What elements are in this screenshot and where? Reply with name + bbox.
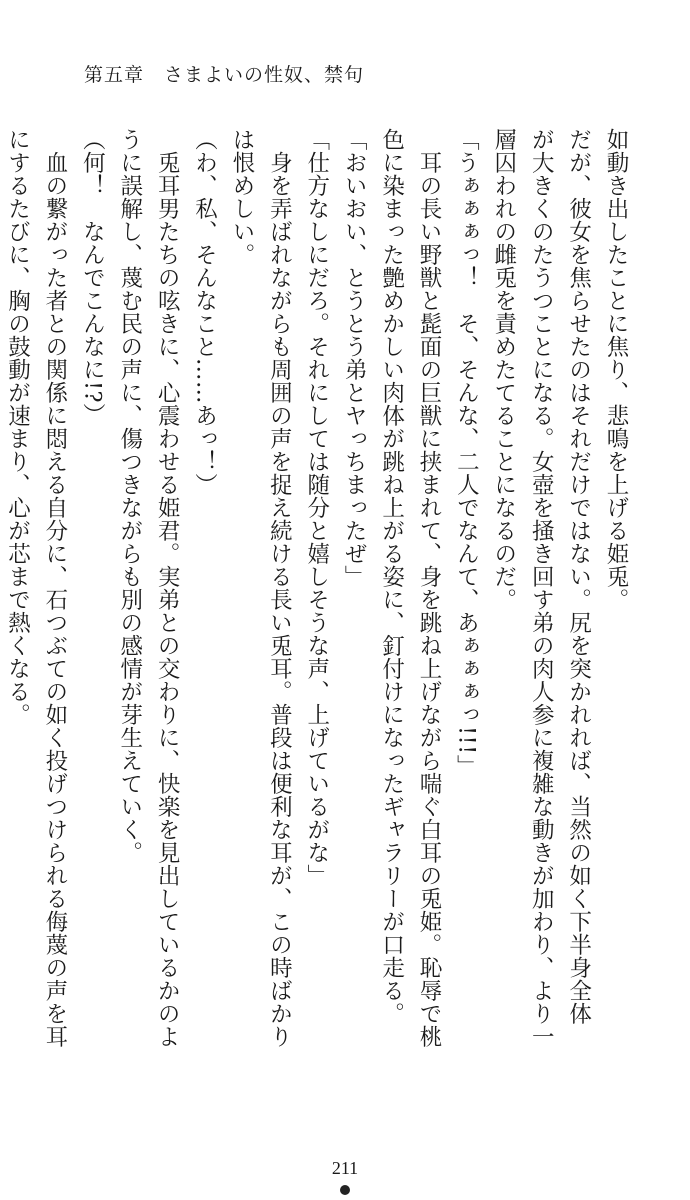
page-number: 211 — [331, 1158, 359, 1178]
text-line: （何！ なんでこんなに!?） — [79, 128, 106, 427]
text-line: だが、彼女を焦らせたのはそれだけではない。尻を突かれれば、当然の如く下半身全体 — [565, 128, 592, 1025]
text-line: （わ、私、そんなこと……あっ！） — [191, 128, 218, 496]
chapter-header: 第五章 さまよいの性奴、禁句 — [84, 64, 365, 86]
text-line: 如動き出したことに焦り、悲鳴を上げる姫兎。 — [603, 128, 629, 611]
text-line: にするたびに、胸の鼓動が速まり、心が芯まで熱くなる。 — [4, 128, 31, 726]
text-line: うに誤解し、蔑む民の声に、傷つきながらも別の感情が芽生えていく。 — [116, 128, 143, 864]
text-line: 「仕方なしにだろ。それにしては随分と嬉しそうな声、上げているがな」 — [303, 128, 330, 887]
page-marker-dot — [340, 1185, 350, 1195]
text-line: が大きくのたうつことになる。女壺を掻き回す弟の肉人参に複雑な動きが加わり、より一 — [528, 128, 555, 1048]
body-text — [0, 128, 634, 1138]
text-line: 「うぁぁぁっ！ そ、そんな、二人でなんて、あぁぁぁっ!!!」 — [453, 128, 480, 778]
text-line: 層囚われの雌兎を責めたてることになるのだ。 — [490, 128, 517, 611]
text-line: 耳の長い野獣と髭面の巨獣に挟まれて、身を跳ね上げながら喘ぐ白耳の兎姫。恥辱で桃 — [415, 128, 442, 1048]
text-line: 色に染まった艶めかしい肉体が跳ね上がる姿に、釘付けになったギャラリーが口走る。 — [378, 128, 405, 1025]
text-line: 「おいおい、とうとう弟とヤっちまったぜ」 — [341, 128, 368, 588]
text-line: は恨めしい。 — [228, 128, 255, 266]
text-line: 身を弄ばれながらも周囲の声を捉え続ける長い兎耳。普段は便利な耳が、この時ばかり — [266, 128, 293, 1048]
text-line: 兎耳男たちの呟きに、心震わせる姫君。実弟との交わりに、快楽を見出しているかのよ — [154, 128, 181, 1048]
text-line: 血の繋がった者との関係に悶える自分に、石つぶての如く投げつけられる侮蔑の声を耳 — [41, 128, 68, 1048]
